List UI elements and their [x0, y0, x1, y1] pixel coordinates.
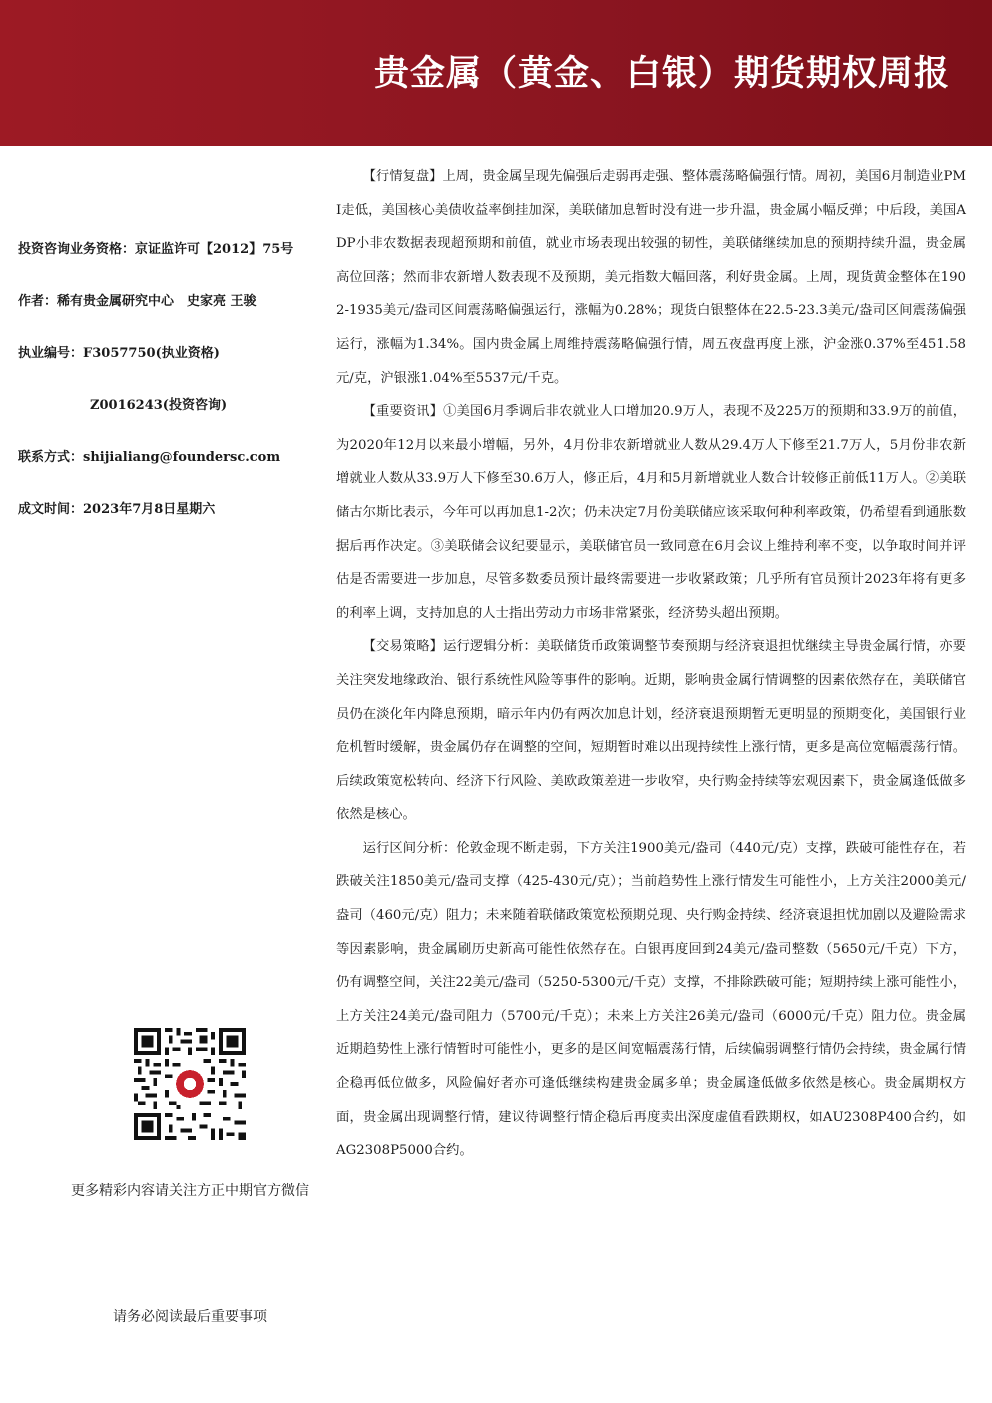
important-notice: 请务必阅读最后重要事项 — [113, 1309, 267, 1325]
date-label: 成文时间： — [18, 502, 84, 517]
qr-code-icon[interactable] — [134, 1028, 246, 1140]
market-review-paragraph — [336, 160, 966, 395]
market-review-text: 上周，贵金属呈现先偏强后走弱再走强、整体震荡略偏强行情。周初，美国6月制造业PMI走低，美国核心美债收益率倒挂加深，美联储加息暂时没有进一步升温，贵金属小幅反弹；中后段，美国ADP小非农数据表现超预期和前值，就业市场表现出较强的韧性，美联储继续加息的预期持续升温，贵金属高位回落；然而非农新增人数表现不及预期，美元指数大幅回落，利好贵金属。上周，现货黄金整体在1902-1935美元/盎司区间震荡略偏强运行，涨幅为0.28%；现货白银整体在22.5-23.3美元/盎司区间震荡偏强运行，涨幅为1.34%。国内贵金属上周维持震荡略偏强行情，周五夜盘再度上涨，沪金涨0.37%至451.58元/克，沪银涨1.04%至5537元/千克。 — [336, 169, 967, 386]
qr-caption: 更多精彩内容请关注方正中期官方微信 — [71, 1183, 309, 1199]
range-analysis-paragraph: 运行区间分析：伦敦金现不断走弱，下方关注1900美元/盎司（440元/克）支撑，跌破可能性存在，若跌破关注1850美元/盎司支撑（425-430元/克）；当前趋势性上涨行情发生可能性小，上方关注2000美元/盎司（460元/克）阻力；未来随着联储政策宽松预期兑现、央行购金持续、经济衰退担忧加剧以及避险需求等因素影响，贵金属刷历史新高可能性依然存在。白银再度回到24美元/盎司整数（5650元/千克）下方，仍有调整空间，关注22美元/盎司（5250-5300元/千克）支撑，不排除跌破可能；短期持续上涨可能性小，上方关注24美元/盎司阻力（5700元/千克）；未来上方关注26美元/盎司（6000元/千克）阻力位。贵金属近期趋势性上涨行情暂时可能性小，更多的是区间宽幅震荡行情，后续偏弱调整行情仍会持续，贵金属行情企稳再低位做多，风险偏好者亦可逢低继续构建贵金属多单；贵金属逢低做多依然是核心。贵金属期权方面，贵金属出现调整行情，建议待调整行情企稳后再度卖出深度虚值看跌期权，如AU2308P400合约，如AG2308P5000合约。 — [336, 840, 966, 1159]
contact-label: 联系方式： — [18, 450, 84, 465]
license-row-2 — [90, 394, 227, 413]
contact-row — [18, 446, 280, 465]
license-value-1: F3057750(执业资格) — [83, 346, 220, 361]
qualification-row — [18, 238, 293, 257]
qualification-label: 投资咨询业务资格： — [18, 242, 136, 257]
trading-strategy-tag: 【交易策略】 — [362, 639, 444, 655]
qualification-value: 京证监许可【2012】75号 — [135, 242, 294, 257]
date-row — [18, 498, 215, 517]
date-value: 2023年7月8日星期六 — [83, 502, 216, 517]
trading-strategy-paragraph — [336, 630, 966, 832]
report-body — [336, 160, 966, 1168]
key-news-text: ①美国6月季调后非农就业人口增加20.9万人，表现不及225万的预期和33.9万的前值，为2020年12月以来最小增幅，另外，4月份非农新增就业人数从29.4万人下修至21.7万人，5月份非农新增就业人数从33.9万人下修至30.6万人，修正后，4月和5月新增就业人数合计较修正前低11万人。②美联储古尔斯比表示，今年可以再加息1-2次；仍未决定7月份美联储应该采取何种利率政策，仍希望看到通胀数据后再作决定。③美联储会议纪要显示，美联储官员一致同意在6月会议上维持利率不变，以争取时间并评估是否需要进一步加息，尽管多数委员预计最终需要进一步收紧政策；几乎所有官员预计2023年将有更多的利率上调，支持加息的人士指出劳动力市场非常紧张，经济势头超出预期。 — [336, 404, 967, 621]
key-news-paragraph — [336, 395, 966, 630]
key-news-tag: 【重要资讯】 — [362, 404, 444, 420]
market-review-tag: 【行情复盘】 — [362, 169, 443, 184]
author-value: 稀有贵金属研究中心 史家亮 王骏 — [57, 294, 257, 309]
license-label: 执业编号： — [18, 346, 84, 361]
author-row — [18, 290, 257, 309]
header-banner — [0, 0, 992, 146]
license-value-2: Z0016243(投资咨询) — [90, 398, 228, 413]
license-row — [18, 342, 220, 361]
author-label: 作者： — [18, 294, 58, 309]
contact-email-link[interactable]: shijialiang@foundersc.com — [83, 450, 281, 465]
report-title: 贵金属（黄金、白银）期货期权周报 — [373, 54, 950, 94]
trading-strategy-text: 运行逻辑分析：美联储货币政策调整节奏预期与经济衰退担忧继续主导贵金属行情，亦要关注突发地缘政治、银行系统性风险等事件的影响。近期，影响贵金属行情调整的因素依然存在，美联储官员仍在淡化年内降息预期，暗示年内仍有两次加息计划，经济衰退预期暂无更明显的预期变化，美国银行业危机暂时缓解，贵金属仍存在调整的空间，短期暂时难以出现持续性上涨行情，更多是高位宽幅震荡行情。后续政策宽松转向、经济下行风险、美欧政策差进一步收窄，央行购金持续等宏观因素下，贵金属逢低做多依然是核心。 — [336, 639, 967, 823]
